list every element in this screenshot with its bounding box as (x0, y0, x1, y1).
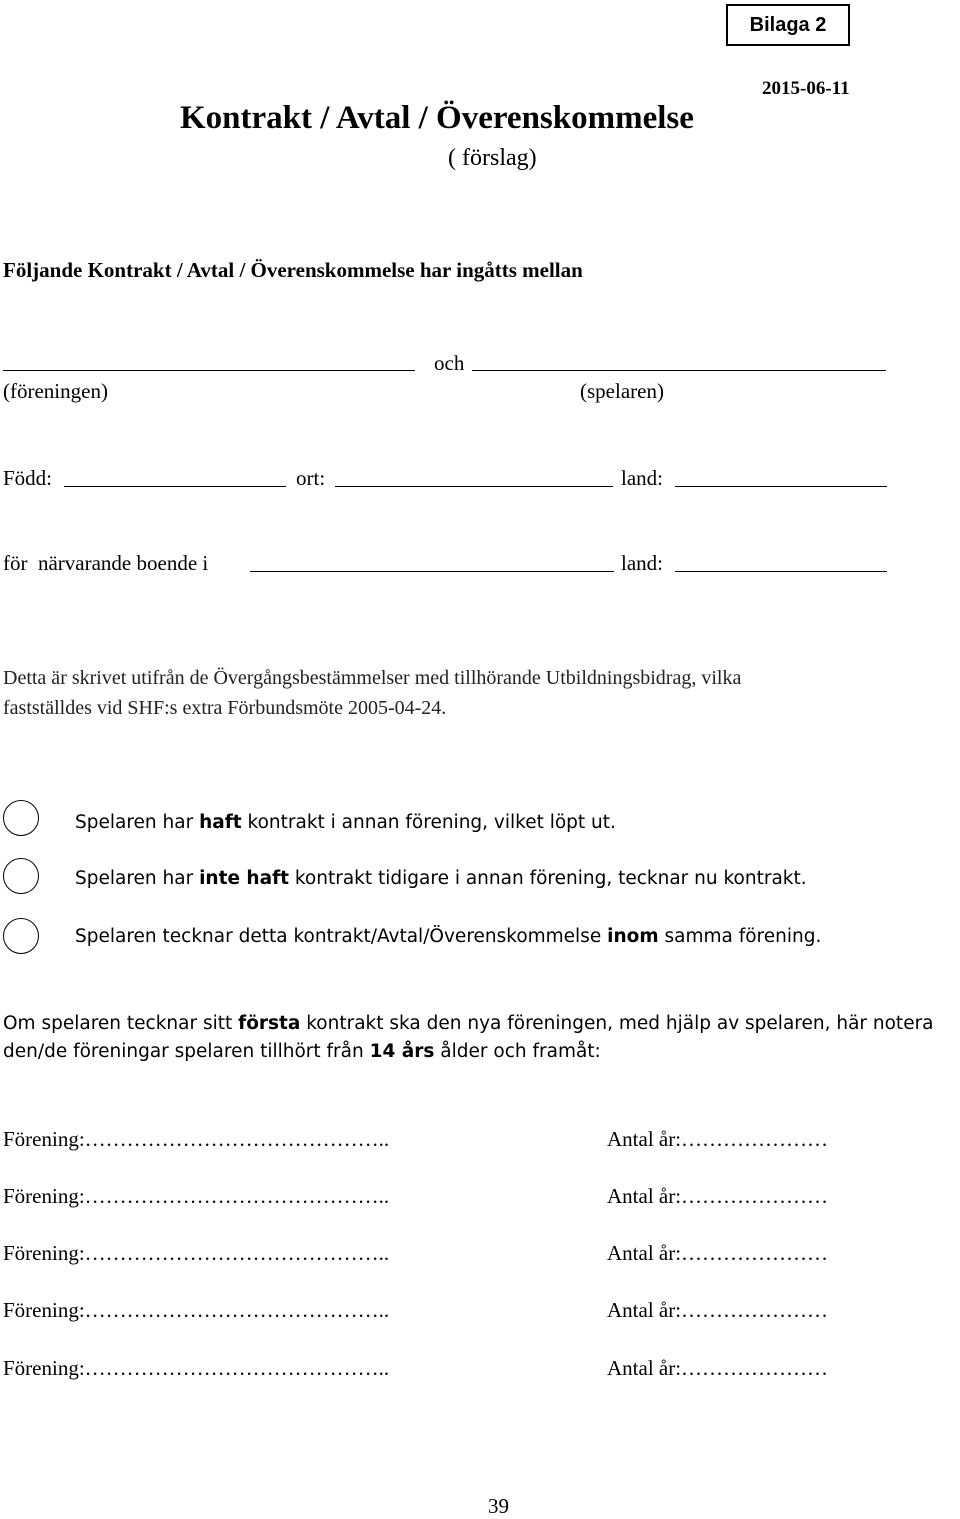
attachment-badge: Bilaga 2 (726, 4, 850, 46)
document-subtitle: ( förslag) (448, 145, 537, 171)
option-2-radio[interactable] (3, 858, 39, 894)
place-label: ort: (296, 466, 326, 490)
page-number: 39 (488, 1494, 509, 1518)
och-label: och (434, 351, 465, 375)
residence-country-line[interactable] (675, 571, 887, 572)
club-row-5-field[interactable]: Förening:…………………………………….. (3, 1356, 390, 1380)
club-row-1-years[interactable]: Antal år:………………… (607, 1127, 829, 1151)
document-title: Kontrakt / Avtal / Överenskommelse (180, 100, 694, 136)
club-label: (föreningen) (3, 379, 108, 403)
birth-country-line[interactable] (675, 486, 887, 487)
club-row-2-years[interactable]: Antal år:………………… (607, 1184, 829, 1208)
residence-label: för närvarande boende i (3, 551, 209, 575)
residence-line[interactable] (250, 571, 614, 572)
first-contract-line-1: Om spelaren tecknar sitt första kontrakt ska den nya föreningen, med hjälp av spelaren, här notera (3, 1013, 934, 1034)
option-1-text: Spelaren har haft kontrakt i annan förening, vilket löpt ut. (75, 812, 616, 833)
intro-text: Följande Kontrakt / Avtal / Överenskommelse har ingåtts mellan (3, 258, 583, 282)
first-contract-line-2: den/de föreningar spelaren tillhört från 14 års ålder och framåt: (3, 1041, 601, 1062)
born-label: Född: (3, 466, 53, 490)
player-name-line[interactable] (472, 370, 886, 371)
club-row-5-years[interactable]: Antal år:………………… (607, 1356, 829, 1380)
club-name-line[interactable] (3, 370, 415, 371)
place-line[interactable] (335, 486, 613, 487)
residence-country-label: land: (621, 551, 663, 575)
description-line-1: Detta är skrivet utifrån de Övergångsbestämmelser med tillhörande Utbildningsbidrag, vilka (3, 667, 742, 689)
document-date: 2015-06-11 (762, 78, 850, 99)
option-3-radio[interactable] (3, 918, 39, 954)
club-row-4-years[interactable]: Antal år:………………… (607, 1298, 829, 1322)
club-row-2-field[interactable]: Förening:…………………………………….. (3, 1184, 390, 1208)
born-line[interactable] (64, 486, 286, 487)
club-row-1-field[interactable]: Förening:…………………………………….. (3, 1127, 390, 1151)
description-line-2: fastställdes vid SHF:s extra Förbundsmöte 2005-04-24. (3, 697, 447, 719)
club-row-3-field[interactable]: Förening:…………………………………….. (3, 1241, 390, 1265)
option-1-radio[interactable] (3, 800, 39, 836)
option-3-text: Spelaren tecknar detta kontrakt/Avtal/Överenskommelse inom samma förening. (75, 926, 822, 947)
option-2-text: Spelaren har inte haft kontrakt tidigare i annan förening, tecknar nu kontrakt. (75, 868, 807, 889)
club-row-3-years[interactable]: Antal år:………………… (607, 1241, 829, 1265)
club-row-4-field[interactable]: Förening:…………………………………….. (3, 1298, 390, 1322)
birth-country-label: land: (621, 466, 663, 490)
player-label: (spelaren) (580, 379, 664, 403)
